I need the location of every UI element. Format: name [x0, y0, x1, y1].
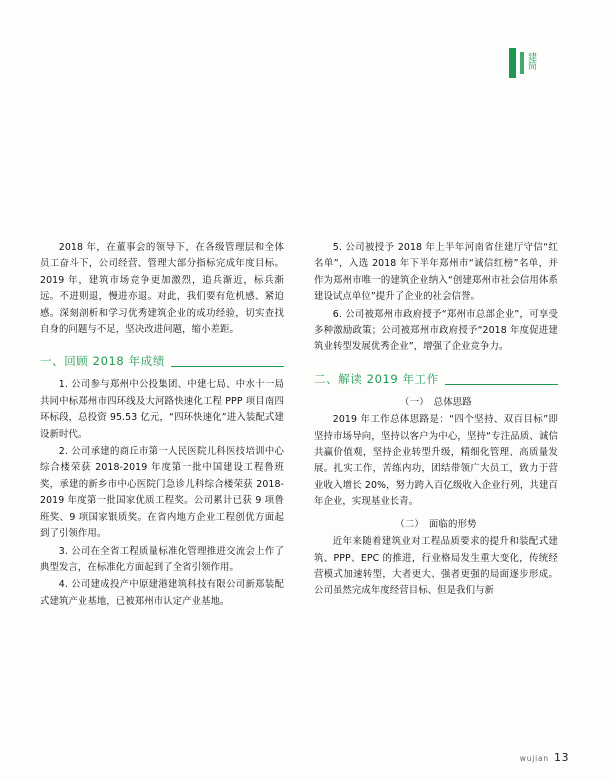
list-item: 1. 公司参与郑州中公投集团、中建七局、中水十一局共同中标郑州市四环线及大河路快速化工程 PPP 项目南四环标段，总投资 95.53 亿元，“四环快速化”进入装配式建设新时代。 [40, 379, 284, 440]
body-columns [0, 240, 609, 740]
page-footer [520, 751, 569, 764]
subsection-heading: （二） 面临的形势 [395, 518, 477, 530]
logo-text-line2: 简 [528, 62, 538, 72]
footer-watermark: wujian [519, 754, 549, 763]
left-column [40, 240, 284, 740]
intro-paragraph: 2018 年，在董事会的领导下，在各级管理层和全体员工奋斗下，公司经营、管理大部分指标完成年度目标。2019 年，建筑市场竞争更加激烈，追兵渐近，标兵渐远。不进则退，慢进亦退。对此，我们要有危机感、紧迫感。深刻剖析和学习优秀建筑企业的成功经验，切实查找自身的问题与不足，坚决改进问题，缩小差距。 [40, 242, 284, 336]
section-heading-text: 二、解读 2019 年工作 [314, 371, 445, 387]
list-item: 2. 公司承建的商丘市第一人民医院儿科医技培训中心综合楼荣获 2018-2019 年度第一批中国建设工程鲁班奖，承建的新乡市中心医院门急诊儿科综合楼荣获 2018-2019 年度第一批国家优质工程奖。公司累计已获 9 项鲁班奖、9 项国家银质奖。在省内地方企业工程创优方面起到了引领作用。 [40, 446, 284, 540]
logo-bar-outer [509, 48, 516, 78]
logo-bar-inner [520, 52, 524, 74]
subsection-paragraph: 2019 年工作总体思路是：“四个坚持、双百目标”即 坚持市场导向，坚持以客户为中心，坚持“专注品质、诚信共赢价值观，坚持企业转型升级，精细化管理、高质量发展。扎实工作，苦练内功，团结带领广大员工，致力于营业收入增长 20%，努力跨入百亿级收入企业行列，共建百年企业，实现基业长青。 [314, 414, 558, 508]
right-column [314, 240, 558, 740]
publication-logo [509, 46, 571, 80]
page-number: 13 [554, 751, 569, 764]
logo-text [528, 54, 538, 73]
list-item: 4. 公司建成投产中原建港建筑科技有限公司新郑装配式建筑产业基地，已被郑州市认定产业基地。 [40, 579, 284, 607]
logo-text-line1: 建 [528, 52, 538, 63]
subsection-paragraph: 近年来随着建筑业对工程品质要求的提升和装配式建筑、PPP、EPC 的推进，行业格局发生重大变化，传统经营模式加速转型，大者更大、强者更强的局面逐步形成。公司虽然完成年度经营目标、但是我们与新 [314, 536, 558, 597]
section-heading-text: 一、回顾 2018 年成绩 [40, 353, 171, 369]
list-item: 6. 公司被郑州市政府授予“郑州市总部企业”，可享受多种激励政策；公司被郑州市政府授予“2018 年度促进建筑业转型发展优秀企业”，增强了企业竞争力。 [314, 308, 558, 353]
section-heading-review [40, 350, 284, 370]
list-item: 3. 公司在全省工程质量标准化管理推进交流会上作了典型发言，在标准化方面起到了全省引领作用。 [40, 545, 284, 573]
section-heading-outlook [314, 368, 558, 388]
list-item: 5. 公司被授予 2018 年上半年河南省住建厅守信“红名单”，入选 2018 年下半年郑州市“诚信红榜”名单，并作为郑州市唯一的建筑企业纳入“创建郑州市社会信用体系建设试点单位”提升了企业的社会信誉。 [314, 242, 558, 303]
subsection-heading: （一） 总体思路 [400, 396, 472, 408]
